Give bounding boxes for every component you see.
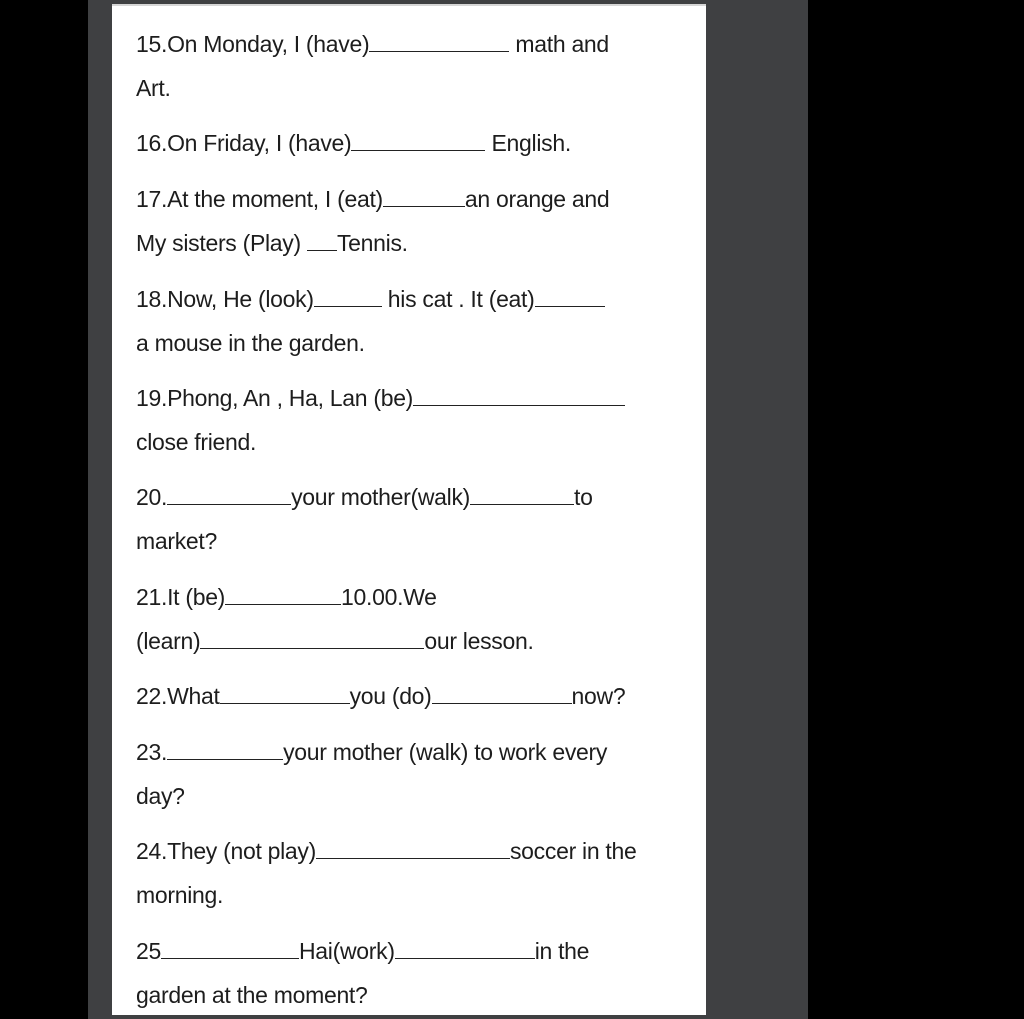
question-23-blank-1 bbox=[167, 735, 283, 760]
question-23-text-1: 23. bbox=[136, 739, 168, 765]
question-23-line-1 bbox=[136, 730, 696, 774]
question-18-blank-1 bbox=[314, 282, 382, 307]
question-19-line-2: close friend. bbox=[136, 429, 257, 455]
worksheet-page bbox=[112, 4, 706, 1015]
question-15-line-2: Art. bbox=[136, 75, 171, 101]
question-17-text-1: 17.At the moment, I (eat) bbox=[136, 186, 383, 212]
question-24-line-2: morning. bbox=[136, 882, 224, 908]
question-22-text-3: now? bbox=[571, 683, 626, 709]
question-21-line-2 bbox=[136, 619, 696, 663]
question-24-text-1: 24.They (not play) bbox=[136, 838, 316, 864]
question-20-blank-2 bbox=[470, 480, 574, 505]
question-20-text-2: your mother(walk) bbox=[291, 484, 471, 510]
question-21-line-1 bbox=[136, 575, 696, 619]
question-23-line-2: day? bbox=[136, 783, 185, 809]
question-24-blank-1 bbox=[316, 834, 510, 859]
question-25-text-1: 25 bbox=[136, 938, 161, 964]
question-15-blank-1 bbox=[369, 27, 509, 52]
question-18-text-2: his cat . It (eat) bbox=[381, 286, 535, 312]
question-21-text-2: 10.00.We bbox=[341, 584, 437, 610]
question-17-blank-2 bbox=[307, 226, 337, 251]
question-17-text-4: Tennis. bbox=[336, 230, 408, 256]
question-17-line-2 bbox=[136, 221, 696, 265]
right-black-frame bbox=[808, 0, 1024, 1019]
question-24-line-1 bbox=[136, 829, 696, 873]
question-23-text-2: your mother (walk) to work every bbox=[283, 739, 608, 765]
question-15-text-2: math and bbox=[509, 31, 609, 57]
question-20-blank-1 bbox=[167, 480, 291, 505]
question-16-line-1 bbox=[136, 121, 696, 165]
question-19-line-1 bbox=[136, 376, 696, 420]
question-16-blank-1 bbox=[351, 126, 485, 151]
question-25-blank-1 bbox=[161, 934, 299, 959]
question-16-text-2: English. bbox=[485, 130, 571, 156]
question-18-line-2: a mouse in the garden. bbox=[136, 330, 365, 356]
question-17-text-2: an orange and bbox=[464, 186, 610, 212]
question-22-line-1 bbox=[136, 674, 696, 718]
question-20-text-1: 20. bbox=[136, 484, 168, 510]
question-15-line-1 bbox=[136, 22, 696, 66]
question-19-blank-1 bbox=[413, 381, 625, 406]
question-25-blank-2 bbox=[395, 934, 535, 959]
question-21-blank-2 bbox=[200, 624, 424, 649]
question-16-text-1: 16.On Friday, I (have) bbox=[136, 130, 352, 156]
question-21-text-1: 21.It (be) bbox=[136, 584, 226, 610]
question-25-line-2: garden at the moment? bbox=[136, 982, 368, 1008]
question-18-blank-2 bbox=[535, 282, 605, 307]
question-22-text-2: you (do) bbox=[349, 683, 432, 709]
question-22-blank-1 bbox=[220, 679, 350, 704]
question-18-line-1 bbox=[136, 277, 696, 321]
question-17-blank-1 bbox=[383, 182, 465, 207]
question-22-blank-2 bbox=[432, 679, 572, 704]
question-25-line-1 bbox=[136, 929, 696, 973]
question-17-text-3: My sisters (Play) bbox=[136, 230, 307, 256]
question-24-text-2: soccer in the bbox=[509, 838, 637, 864]
question-17-line-1 bbox=[136, 177, 696, 221]
question-18-text-1: 18.Now, He (look) bbox=[136, 286, 314, 312]
question-20-line-1 bbox=[136, 475, 696, 519]
question-25-text-2: Hai(work) bbox=[298, 938, 395, 964]
question-22-text-1: 22.What bbox=[136, 683, 220, 709]
left-black-frame bbox=[0, 0, 88, 1019]
question-20-text-3: to bbox=[574, 484, 593, 510]
question-20-line-2: market? bbox=[136, 528, 217, 554]
question-25-text-3: in the bbox=[534, 938, 590, 964]
question-15-text-1: 15.On Monday, I (have) bbox=[136, 31, 370, 57]
question-21-blank-1 bbox=[225, 580, 341, 605]
question-21-text-3: (learn) bbox=[136, 628, 201, 654]
question-19-text-1: 19.Phong, An , Ha, Lan (be) bbox=[136, 385, 414, 411]
question-21-text-4: our lesson. bbox=[424, 628, 534, 654]
